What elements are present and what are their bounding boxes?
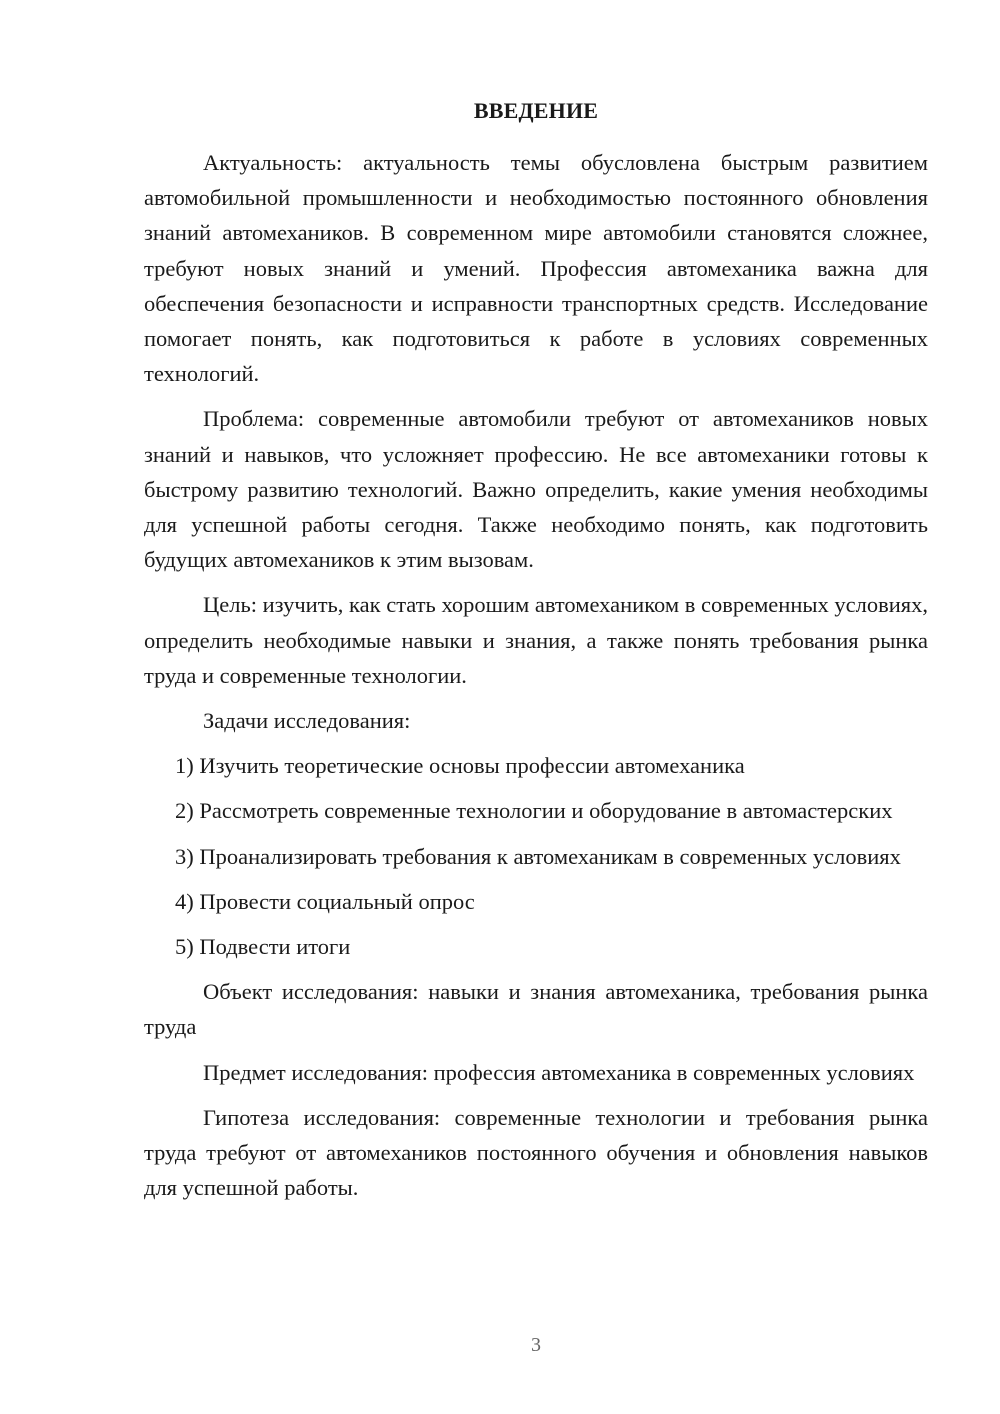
paragraph-object: Объект исследования: навыки и знания автомеханика, требования рынка труда xyxy=(144,979,928,1040)
paragraph-relevance: Актуальность: актуальность темы обусловлена быстрым развитием автомобильной промышленности и необходимостью постоянного обновления знаний автомехаников. В современном мире автомобили становятся сложнее, требуют новых знаний и умений. Профессия автомеханика важна для обеспечения безопасности и исправности транспортных средств. Исследование помогает понять, как подготовиться к работе в условиях современных технологий. xyxy=(144,150,928,387)
document-body xyxy=(144,145,928,1205)
paragraph-goal: Цель: изучить, как стать хорошим автомехаником в современных условиях, определить необходимые навыки и знания, а также понять требования рынка труда и современные технологии. xyxy=(144,592,928,688)
page-number: 3 xyxy=(531,1334,541,1356)
task-item-2: 2) Рассмотреть современные технологии и оборудование в автомастерских xyxy=(175,798,893,824)
paragraph-tasks-heading: Задачи исследования: xyxy=(203,708,411,734)
task-item-5: 5) Подвести итоги xyxy=(175,934,351,960)
task-item-3: 3) Проанализировать требования к автомеханикам в современных условиях xyxy=(175,843,901,869)
paragraph-problem: Проблема: современные автомобили требуют от автомехаников новых знаний и навыков, что усложняет профессию. Не все автомеханики готовы к быстрому развитию технологий. Важно определить, какие умения необходимы для успешной работы сегодня. Также необходимо понять, как подготовить будущих автомехаников к этим вызовам. xyxy=(144,406,928,573)
page-title: ВВЕДЕНИЕ xyxy=(473,98,599,123)
paragraph-subject: Предмет исследования: профессия автомеханика в современных условиях xyxy=(203,1059,915,1085)
paragraph-hypothesis: Гипотеза исследования: современные технологии и требования рынка труда требуют от автомехаников постоянного обучения и обновления навыков для успешной работы. xyxy=(144,1104,928,1201)
task-item-1: 1) Изучить теоретические основы профессии автомеханика xyxy=(175,753,745,779)
task-item-4: 4) Провести социальный опрос xyxy=(175,888,475,914)
